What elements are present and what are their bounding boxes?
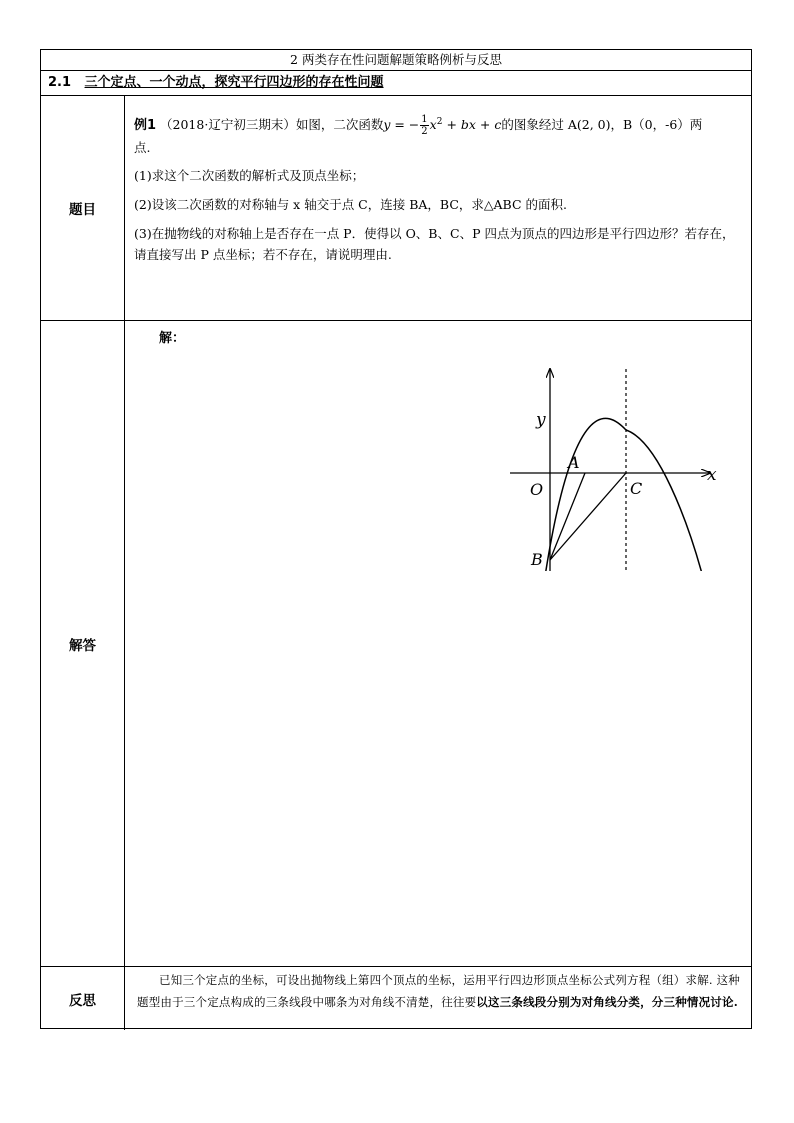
question-1: (1)求这个二次函数的解析式及顶点坐标；: [134, 168, 365, 184]
reflection-row: [41, 967, 751, 1030]
question-2: (2)设该二次函数的对称轴与 x 轴交于点 C，连接 BA，BC，求△ABC 的面积.: [134, 197, 567, 213]
section-text: 三个定点、一个动点，探究平行四边形的存在性问题: [84, 75, 384, 90]
reflection-label: 反思: [41, 967, 125, 1030]
eq-y: y: [383, 117, 391, 133]
point-b-label: B: [531, 550, 543, 569]
origin-label: O: [530, 480, 544, 499]
eq-fraction: [420, 114, 428, 137]
eq-rest: + bx + c: [442, 117, 502, 133]
solution-label: 解：: [159, 331, 186, 346]
section-heading: [41, 71, 751, 96]
reflection-text-bold: 以这三条线段分别为对角线分类，分三种情况讨论.: [476, 994, 738, 1009]
problem-label: 题目: [41, 96, 125, 320]
problem-content: [125, 96, 751, 320]
parabola-curve: [544, 418, 704, 571]
page-title: 2 两类存在性问题解题策略例析与反思: [41, 50, 751, 71]
x-axis-label: x: [707, 465, 717, 485]
eq-x: x: [429, 117, 437, 133]
answer-content: [125, 321, 751, 966]
worksheet-table: [40, 49, 752, 1029]
eq-den: 2: [421, 126, 428, 138]
problem-row: [41, 96, 751, 321]
problem-intro: [134, 105, 745, 143]
reflection-content: [125, 967, 751, 1030]
y-axis-label: y: [536, 410, 546, 430]
equation: [383, 114, 502, 138]
eq-exp: 2: [436, 117, 443, 127]
question-3: (3)在抛物线的对称轴上是否存在一点 P．使得以 O、B、C、P 四点为顶点的四边形是平行四边形？若存在，请直接写出 P 点坐标；若不存在，请说明理由.: [134, 226, 735, 263]
segment-bc: [550, 473, 626, 560]
problem-after-eq: 的图象经过 A(2, 0)，B（0，-6）两: [501, 117, 703, 133]
parabola-figure: [508, 361, 748, 571]
problem-source: （2018·辽宁初三期末）如图，二次函数: [160, 117, 384, 133]
point-c-label: C: [630, 479, 643, 498]
eq-num: 1: [421, 114, 428, 126]
answer-row: [41, 321, 751, 967]
section-number: 2.1: [48, 75, 72, 90]
answer-label: 解答: [41, 321, 125, 966]
point-a-label: A: [568, 453, 580, 472]
eq-eq: = −: [390, 117, 420, 133]
reflection-text: 已知三个定点的坐标，可设出抛物线上第四个顶点的坐标，运用平行四边形顶点坐标公式列方程（组）求解. 这种题型由于三个定点构成的三条线段中哪条为对角线不清楚，往往要: [137, 973, 741, 1009]
example-label: 例1: [134, 118, 157, 134]
problem-line1-end: 点.: [134, 140, 151, 156]
